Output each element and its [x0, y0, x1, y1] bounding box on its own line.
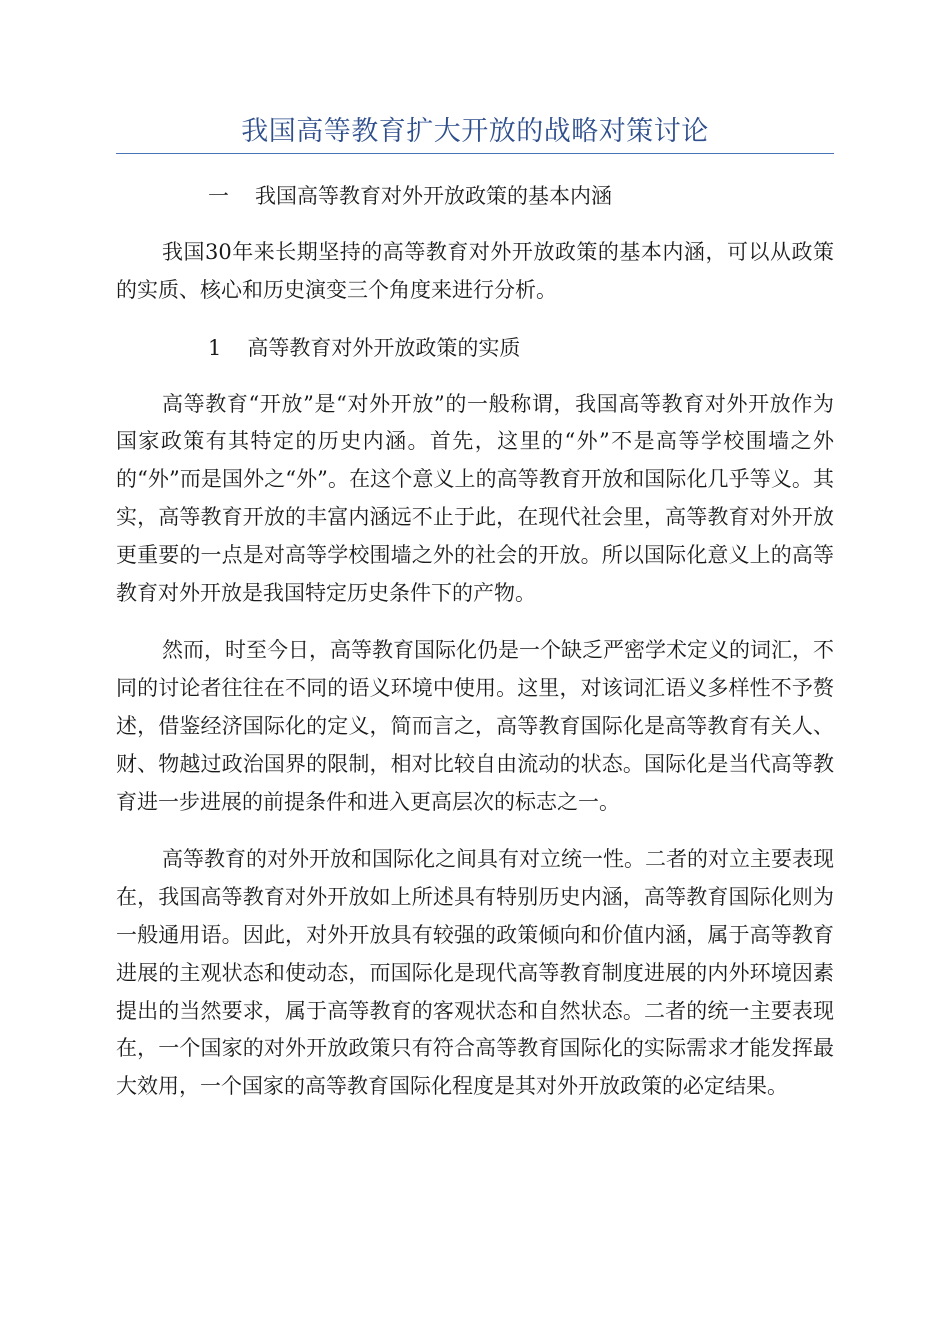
section-heading-text: 我国高等教育对外开放政策的基本内涵	[255, 184, 612, 208]
document-title: 我国高等教育扩大开放的战略对策讨论	[241, 116, 709, 147]
subsection-heading-text: 高等教育对外开放政策的实质	[247, 335, 521, 360]
section-number: 一	[208, 184, 229, 208]
body-paragraph: 高等教育“开放”是“对外开放”的一般称谓，我国高等教育对外开放作为国家政策有其特定的历史内涵。首先，这里的“外”不是高等学校围墙之外的“外”而是国外之“外”。在这个意义上的高等教育开放和国际化几乎等义。其实，高等教育开放的丰富内涵远不止于此，在现代社会里，高等教育对外开放更重要的一点是对高等学校围墙之外的社会的开放。所以国际化意义上的高等教育对外开放是我国特定历史条件下的产物。	[116, 391, 834, 605]
subsection-number: 1	[208, 335, 222, 360]
subsection-heading	[116, 330, 834, 366]
body-paragraph: 高等教育的对外开放和国际化之间具有对立统一性。二者的对立主要表现在，我国高等教育对外开放如上所述具有特别历史内涵，高等教育国际化则为一般通用语。因此，对外开放具有较强的政策倾向和价值内涵，属于高等教育进展的主观状态和使动态，而国际化是现代高等教育制度进展的内外环境因素提出的当然要求，属于高等教育的客观状态和自然状态。二者的统一主要表现在，一个国家的对外开放政策只有符合高等教育国际化的实际需求才能发挥最大效用，一个国家的高等教育国际化程度是其对外开放政策的必定结果。	[116, 847, 834, 1099]
section-heading	[116, 178, 834, 214]
document-body	[116, 178, 834, 1126]
intro-paragraph: 我国30年来长期坚持的高等教育对外开放政策的基本内涵，可以从政策的实质、核心和历史演变三个角度来进行分析。	[116, 240, 834, 302]
title-underline	[116, 153, 834, 154]
body-paragraph: 然而，时至今日，高等教育国际化仍是一个缺乏严密学术定义的词汇，不同的讨论者往往在不同的语义环境中使用。这里，对该词汇语义多样性不予赘述，借鉴经济国际化的定义，简而言之，高等教育国际化是高等教育有关人、财、物越过政治国界的限制，相对比较自由流动的状态。国际化是当代高等教育进一步进展的前提条件和进入更高层次的标志之一。	[116, 638, 834, 814]
